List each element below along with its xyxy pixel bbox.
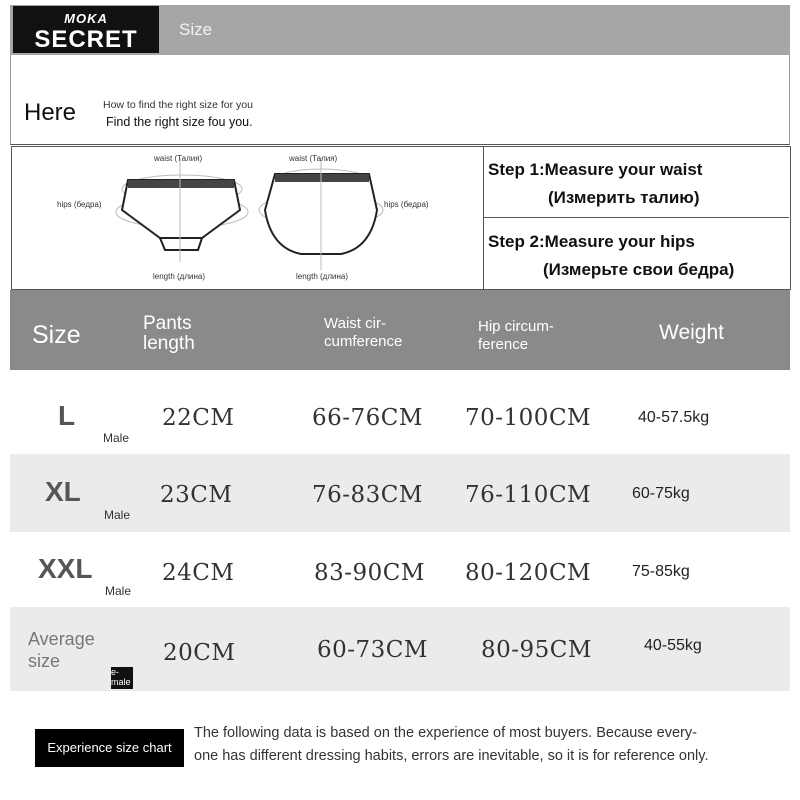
row-weight: 40-55kg bbox=[644, 637, 702, 654]
row-weight: 40-57.5kg bbox=[638, 409, 710, 426]
header-size: Size bbox=[32, 321, 81, 349]
row-hip: 76-110CM bbox=[465, 482, 592, 508]
row-hip: 80-95CM bbox=[481, 637, 592, 663]
row-gender: Male bbox=[103, 431, 130, 445]
row-gender: Male bbox=[104, 508, 131, 522]
size-table-header bbox=[10, 290, 790, 370]
hips-label-back: hips (бедра) bbox=[384, 200, 429, 209]
brief-illustration-front bbox=[110, 150, 260, 285]
header-hip-1: Hip circum- bbox=[478, 318, 554, 335]
hips-label-front: hips (бедра) bbox=[57, 200, 102, 209]
reference-note-line-2: one has different dressing habits, errors are inevitable, so it is for reference only. bbox=[194, 748, 709, 764]
length-label-front: length (длина) bbox=[153, 272, 206, 281]
row-pants: 20CM bbox=[163, 640, 236, 666]
female-badge bbox=[111, 667, 133, 689]
waist-label-front: waist (Талия) bbox=[154, 154, 203, 163]
header-waist-2: cumference bbox=[324, 333, 403, 350]
row-gender: Male bbox=[105, 584, 132, 598]
row-pants: 22CM bbox=[162, 405, 235, 431]
table-row-average bbox=[10, 607, 790, 691]
row-pants: 23CM bbox=[160, 482, 233, 508]
row-size: XL bbox=[45, 476, 81, 507]
reference-note-line-1: The following data is based on the experience of most buyers. Because every- bbox=[194, 725, 697, 741]
row-gender-1: e- bbox=[111, 667, 120, 677]
brand-bottom-text: SECRET bbox=[34, 26, 138, 53]
step1-subtitle: (Измерить талию) bbox=[548, 188, 700, 207]
header-waist-1: Waist cir- bbox=[324, 315, 386, 332]
row-hip: 80-120CM bbox=[465, 560, 592, 586]
howto-subtitle-small: How to find the right size for you bbox=[103, 99, 253, 111]
step2-subtitle: (Измерьте свои бедра) bbox=[543, 260, 735, 279]
table-row-xl bbox=[10, 454, 790, 532]
row-gender-2: male bbox=[111, 677, 131, 687]
row-waist: 83-90CM bbox=[314, 560, 425, 586]
header-hip-2: ference bbox=[478, 336, 529, 353]
row-size: L bbox=[58, 400, 76, 431]
howto-subtitle-main: Find the right size fou you. bbox=[106, 115, 253, 129]
header-pants-1: Pants bbox=[143, 313, 192, 334]
header-weight: Weight bbox=[659, 321, 724, 344]
waist-label-back: waist (Талия) bbox=[289, 154, 338, 163]
header-title: Size bbox=[179, 20, 213, 39]
step2-title: Step 2:Measure your hips bbox=[488, 232, 695, 251]
row-weight: 60-75kg bbox=[632, 485, 690, 502]
length-label-back: length (длина) bbox=[296, 272, 349, 281]
table-row-l bbox=[10, 372, 790, 452]
table-row-xxl bbox=[10, 534, 790, 606]
steps-divider bbox=[484, 217, 789, 218]
row-size-2: size bbox=[28, 651, 61, 671]
experience-size-chart-badge: Experience size chart bbox=[35, 729, 184, 767]
brief-illustration-back bbox=[253, 150, 393, 285]
row-pants: 24CM bbox=[162, 560, 235, 586]
row-size: XXL bbox=[38, 553, 93, 584]
header-pants-2: length bbox=[143, 333, 195, 354]
row-waist: 76-83CM bbox=[312, 482, 423, 508]
brand-top-text: MOKA bbox=[64, 11, 108, 26]
row-hip: 70-100CM bbox=[465, 405, 592, 431]
here-label: Here bbox=[24, 99, 77, 126]
row-size-1: Average bbox=[28, 629, 95, 649]
brand-logo bbox=[13, 6, 159, 53]
row-waist: 60-73CM bbox=[317, 637, 428, 663]
row-waist: 66-76CM bbox=[312, 405, 423, 431]
step1-title: Step 1:Measure your waist bbox=[488, 160, 703, 179]
row-weight: 75-85kg bbox=[632, 563, 690, 580]
